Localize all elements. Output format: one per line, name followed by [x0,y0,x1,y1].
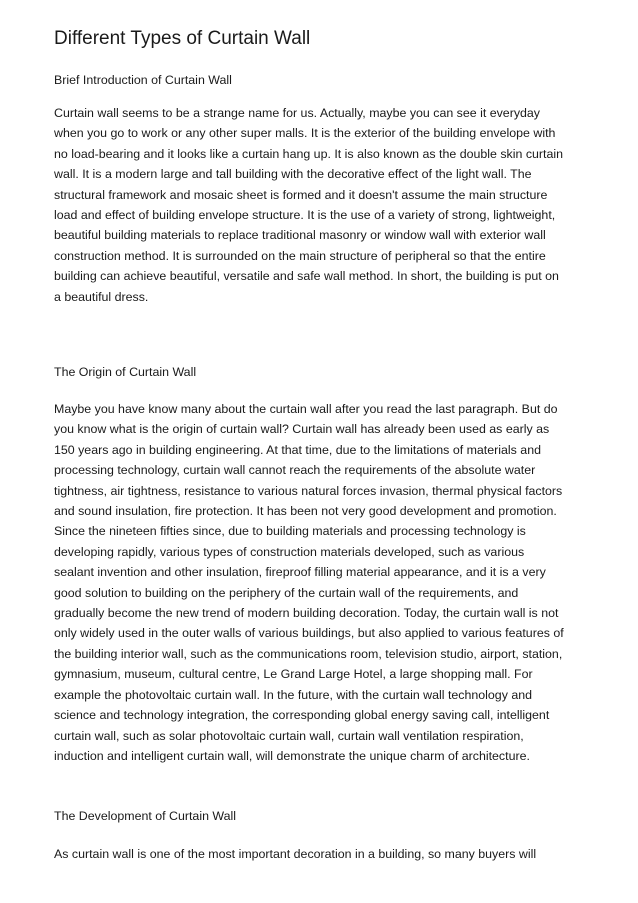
text-line: processing technology, curtain wall cannot reach the requirements of the absolute water [54,463,536,478]
text-line: good solution to building on the periphery of the curtain wall of the requirements, and [54,585,519,600]
text-line: gymnasium, museum, cultural centre, Le Grand Large Hotel, a large shopping mall. For [54,667,533,682]
text-line: tightness, air tightness, resistance to various natural forces invasion, thermal physical factors [54,483,563,498]
paragraph-introduction [54,103,563,307]
text-line: when you go to work or any other super malls. It is the exterior of the building envelope with [54,126,556,141]
paragraph-development [54,844,536,864]
document-title: Different Types of Curtain Wall [54,28,311,49]
text-line: the building interior wall, such as the communications room, television studio, airport, station, [54,646,563,661]
text-line: and sound insulation, fire protection. It has been not very good development and promotion. [54,504,557,519]
text-line: developing rapidly, various types of construction materials developed, such as various [54,544,525,559]
text-line: building can achieve beautiful, versatile and safe wall method. In short, the building is put on [54,269,559,284]
text-line: beautiful building materials to replace traditional masonry or window wall with exterior wall [54,228,546,243]
section-heading-introduction: Brief Introduction of Curtain Wall [54,73,232,87]
text-line: only widely used in the outer walls of various buildings, but also applied to various features of [54,626,564,641]
section-heading-development: The Development of Curtain Wall [54,809,237,823]
text-line: construction method. It is surrounded on the main structure of peripheral so that the entire [54,248,546,263]
text-line: a beautiful dress. [54,289,149,304]
text-line: wall. It is a modern large and tall building with the decorative effect of the light wall. The [54,167,532,182]
text-line: load and effect of building envelope structure. It is the use of a variety of strong, lightweight, [54,208,556,223]
paragraph-origin [54,399,564,766]
text-line: Curtain wall seems to be a strange name for us. Actually, maybe you can see it everyday [54,106,540,120]
text-line: As curtain wall is one of the most important decoration in a building, so many buyers will [54,847,537,861]
text-line: no load-bearing and it looks like a curtain hang up. It is also known as the double skin curtain [54,146,564,161]
text-line: curtain wall, such as solar photovoltaic curtain wall, curtain wall ventilation respiration, [54,728,524,743]
text-line: 150 years ago in building engineering. At that time, due to the limitations of materials and [54,442,541,457]
text-line: gradually become the new trend of modern building decoration. Today, the curtain wall is not [54,606,559,621]
text-line: structural framework and mosaic sheet is formed and it doesn't assume the main structure [54,187,548,202]
section-heading-origin: The Origin of Curtain Wall [54,365,197,379]
text-line: example the photovoltaic curtain wall. In the future, with the curtain wall technology and [54,687,533,702]
text-line: Maybe you have know many about the curtain wall after you read the last paragraph. But do [54,402,558,416]
text-line: Since the nineteen fifties since, due to building materials and processing technology is [54,524,526,539]
text-line: you know what is the origin of curtain wall? Curtain wall has already been used as early as [54,422,550,437]
text-line: science and technology integration, the corresponding global energy saving call, intelligent [54,708,550,723]
text-line: induction and intelligent curtain wall, will demonstrate the unique charm of architecture. [54,748,530,763]
text-line: sealant invention and other insulation, fireproof filling material appearance, and it is a very [54,565,546,580]
